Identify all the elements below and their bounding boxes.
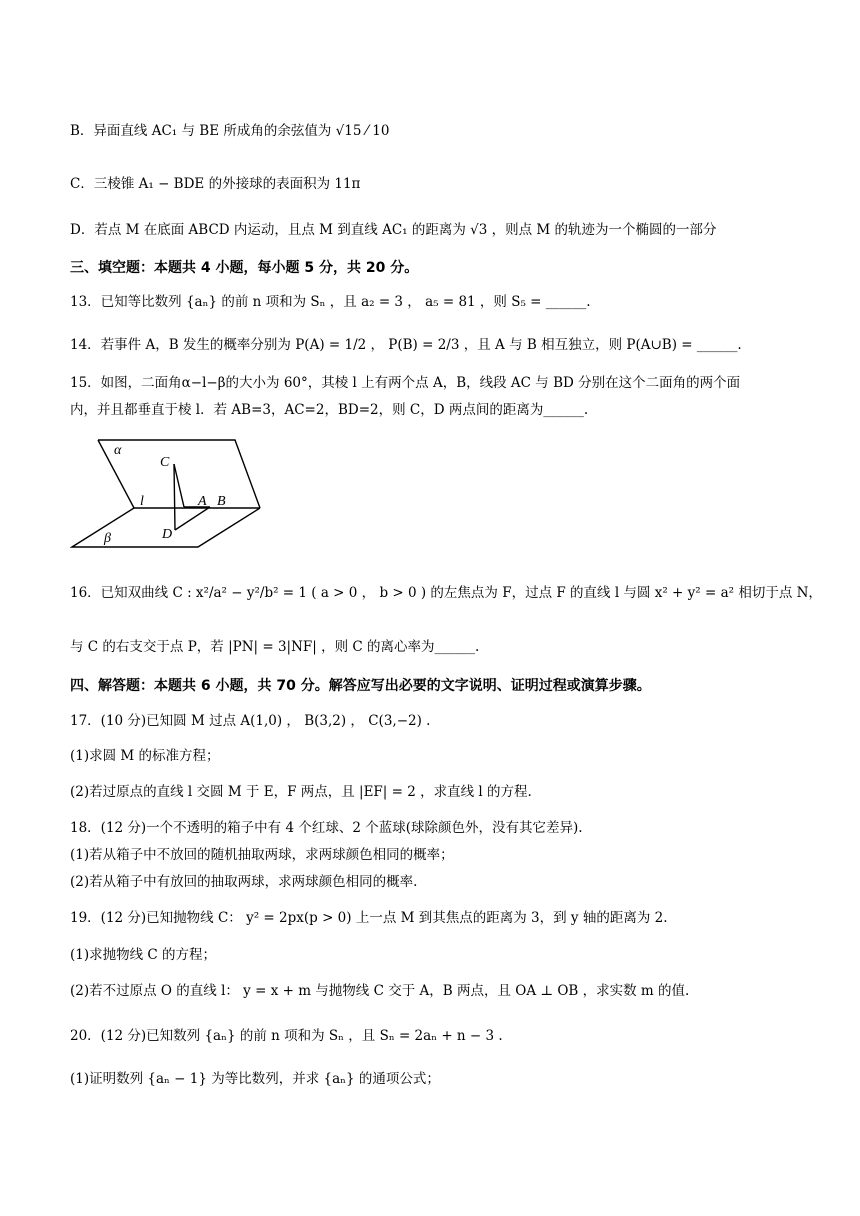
question-20-part1: (1)证明数列 {aₙ − 1} 为等比数列，并求 {aₙ} 的通项公式； [70,1071,440,1087]
point-a-label: A [198,494,207,509]
question-13: 13．已知等比数列 {aₙ} 的前 n 项和为 Sₙ ，且 a₂ = 3 ， a₅ = 81 ，则 S₅ = ______. [70,294,591,310]
edge-l-label: l [140,494,144,509]
section-3-heading: 三、填空题：本题共 4 小题，每小题 5 分，共 20 分。 [70,260,419,276]
point-c-label: C [160,455,170,470]
question-17-part1: (1)求圆 M 的标准方程； [70,748,220,764]
beta-label: β [104,531,111,546]
option-b: B．异面直线 AC₁ 与 BE 所成角的余弦值为 √15 ⁄ 10 [70,123,390,139]
question-14: 14．若事件 A，B 发生的概率分别为 P(A) = 1/2 ， P(B) = 2/3 ，且 A 与 B 相互独立，则 P(A∪B) = ______. [70,337,742,353]
point-b-label: B [217,494,226,509]
question-18-part1: (1)若从箱子中不放回的随机抽取两球，求两球颜色相同的概率； [70,847,454,863]
question-19: 19．(12 分)已知抛物线 C： y² = 2px(p > 0) 上一点 M 到其焦点的距离为 3，到 y 轴的距离为 2. [70,910,668,926]
question-15-line1: 15．如图，二面角α−l−β的大小为 60°，其棱 l 上有两个点 A，B，线段 AC 与 BD 分别在这个二面角的两个面 [70,375,741,391]
dihedral-angle-figure [70,434,270,554]
option-d: D．若点 M 在底面 ABCD 内运动，且点 M 到直线 AC₁ 的距离为 √3 ，则点 M 的轨迹为一个椭圆的一部分 [70,222,717,238]
alpha-label: α [114,443,122,458]
question-18: 18．(12 分)一个不透明的箱子中有 4 个红球、2 个蓝球(球除颜色外，没有其它差异). [70,820,583,836]
option-c: C．三棱锥 A₁ − BDE 的外接球的表面积为 11π [70,176,361,192]
question-18-part2: (2)若从箱子中有放回的抽取两球，求两球颜色相同的概率. [70,874,418,890]
point-d-label: D [162,527,173,542]
question-15-line2: 内，并且都垂直于棱 l．若 AB=3，AC=2，BD=2，则 C，D 两点间的距离为______. [70,402,589,418]
question-19-part1: (1)求抛物线 C 的方程； [70,947,217,963]
question-16-line1: 16．已知双曲线 C : x²/a² − y²/b² = 1 ( a > 0 ， b > 0 ) 的左焦点为 F，过点 F 的直线 l 与圆 x² + y² = a² 相切于点 N， [70,585,822,601]
question-17: 17．(10 分)已知圆 M 过点 A(1,0) ， B(3,2) ， C(3,−2) . [70,713,431,729]
question-20: 20．(12 分)已知数列 {aₙ} 的前 n 项和为 Sₙ ，且 Sₙ = 2aₙ + n − 3 . [70,1028,503,1044]
question-19-part2: (2)若不过原点 O 的直线 l： y = x + m 与抛物线 C 交于 A，B 两点，且 OA ⊥ OB ，求实数 m 的值. [70,983,690,999]
section-4-heading: 四、解答题：本题共 6 小题，共 70 分。解答应写出必要的文字说明、证明过程或演算步骤。 [70,678,651,694]
question-17-part2: (2)若过原点的直线 l 交圆 M 于 E，F 两点，且 |EF| = 2 ，求直线 l 的方程. [70,784,532,800]
question-16-line2: 与 C 的右支交于点 P，若 |PN| = 3|NF| ，则 C 的离心率为______. [70,639,480,655]
